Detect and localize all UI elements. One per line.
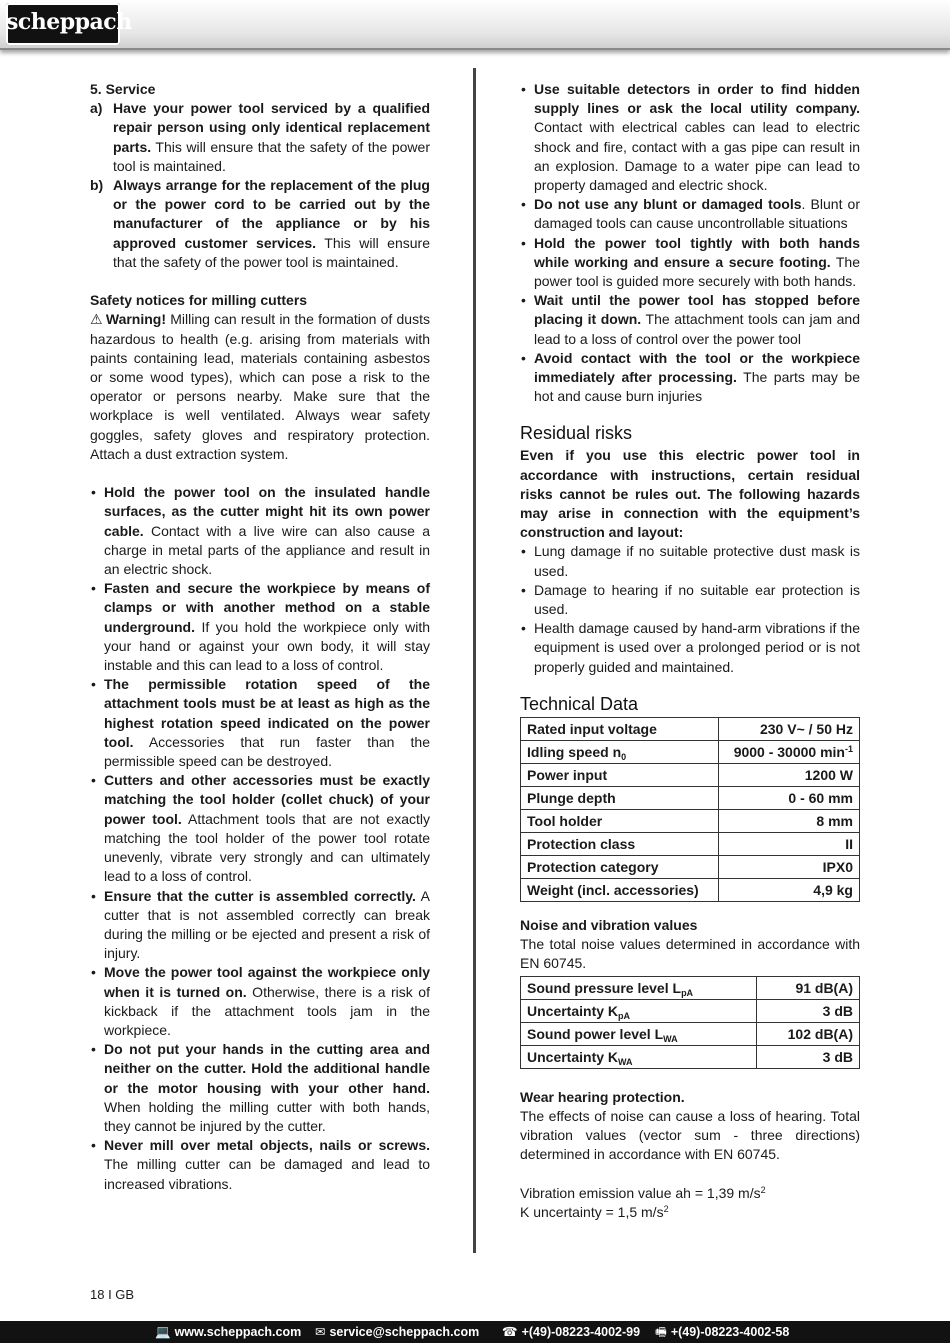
safety-bullet: [520, 291, 860, 349]
spec-value-cell: [718, 717, 860, 740]
safety-bullet: [520, 195, 860, 233]
safety-bullet: [90, 963, 430, 1040]
technical-data-heading: Technical Data: [520, 693, 639, 714]
safety-bullet: [520, 349, 860, 407]
milling-safety-list: [90, 483, 430, 1194]
footer-website[interactable]: [155, 1321, 301, 1343]
technical-data-row: [521, 763, 860, 786]
bullet-icon: •: [91, 887, 96, 904]
safety-bullet: [520, 234, 860, 292]
spec-label-cell: [521, 878, 719, 901]
vibration-emission-text: Vibration emission value ah = 1,39 m/s: [520, 1184, 761, 1201]
column-divider: [473, 68, 476, 1253]
safety-bullet-bold: Wait until the power tool has stopped before placing it down.: [534, 292, 860, 328]
safety-bullet-bold: Use suitable detectors in order to find hidden supply lines or ask the local utility company.: [534, 81, 860, 117]
spec-label: Sound pressure level L: [527, 979, 682, 996]
phone-icon: ☎: [502, 1325, 518, 1339]
safety-bullet-bold: Avoid contact with the tool or the workpiece immediately after processing.: [534, 349, 860, 386]
safety-bullet-bold: Fasten and secure the workpiece by means of clamps or with another method on a stable underground.: [104, 580, 430, 635]
bullet-icon: •: [91, 676, 96, 693]
safety-bullet: [90, 483, 430, 579]
safety-bullet-bold: The permissible rotation speed of the attachment tools must be at least as high as the highest rotation speed indicated on the power tool.: [104, 676, 430, 750]
k-uncertainty-line: [520, 1203, 860, 1222]
safety-bullet-text: Otherwise, there is a risk of kickback if the attachment tools jam in the workpiece.: [104, 983, 430, 1038]
bullet-icon: •: [521, 292, 526, 309]
service-item-bold: Have your power tool serviced by a qualified repair person using only identical replacement parts.: [113, 100, 430, 155]
bullet-icon: •: [521, 196, 526, 213]
spec-label: Protection class: [527, 835, 636, 852]
warning-label: Warning!: [105, 311, 167, 328]
safety-bullet-text: Accessories that run faster than the permissible speed can be destroyed.: [104, 733, 430, 770]
footer-fax: [655, 1321, 789, 1343]
spec-value: 9000 - 30000 min: [733, 743, 845, 760]
computer-icon: 💻: [155, 1325, 171, 1339]
service-item-text: This will ensure that the safety of the power tool is maintained.: [113, 234, 430, 270]
safety-bullet-text: If you hold the workpiece only with your hand or against your own body, it will stay instable and this can lead to a loss of control.: [104, 618, 430, 674]
safety-bullet: [90, 675, 430, 771]
technical-data-row: [521, 878, 860, 901]
brand-logo: [6, 3, 132, 45]
spec-label: Rated input voltage: [527, 720, 657, 737]
residual-risk-item: [520, 581, 860, 619]
service-item-bold: Always arrange for the replacement of the plug or the power cord to be carried out by the manufacturer of the appliance or by his approved customer services.: [113, 177, 430, 251]
spec-label-cell: [521, 999, 757, 1022]
noise-values-table: [520, 976, 860, 1069]
spec-value: 230 V~ / 50 Hz: [759, 720, 853, 737]
spec-value: 1200 W: [804, 766, 853, 783]
spec-label-sub: 0: [621, 751, 627, 762]
vibration-emission-sup: 2: [760, 1184, 766, 1195]
spec-value-cell: [718, 740, 860, 763]
noise-value-row: [521, 976, 860, 999]
k-uncertainty-sup: 2: [663, 1203, 669, 1214]
safety-bullet-bold: Ensure that the cutter is assembled correctly.: [104, 887, 416, 904]
safety-bullet: [520, 80, 860, 195]
safety-bullet-text: Attachment tools that are not exactly matching the tool holder of the power tool rotate unevenly, vibrate very strongly and can ultimately lead to a loss of control.: [104, 810, 430, 885]
spec-label: Uncertainty K: [527, 1048, 619, 1065]
milling-heading: Safety notices for milling cutters: [90, 292, 308, 309]
spec-label: Protection category: [527, 858, 659, 875]
right-column: [520, 80, 860, 1222]
technical-data-row: [521, 832, 860, 855]
spec-value-cell: [718, 878, 860, 901]
spec-value-cell: [756, 976, 859, 999]
bullet-icon: •: [91, 1137, 96, 1154]
spec-value: II: [845, 835, 853, 852]
k-uncertainty-text: K uncertainty = 1,5 m/s: [520, 1203, 664, 1220]
spec-label: Sound power level L: [527, 1025, 664, 1042]
technical-data-row: [521, 855, 860, 878]
safety-bullet-text: The milling cutter can be damaged and lead to increased vibrations.: [104, 1156, 430, 1192]
safety-bullet-text: Contact with electrical cables can lead to electric shock and fire, contact with a gas pipe can result in an explosion. Damage to a water pipe can lead to property damaged and electric shock.: [534, 119, 860, 194]
warning-triangle-icon: ⚠: [90, 311, 103, 328]
spec-label-cell: [521, 976, 757, 999]
safety-bullet-text: When holding the milling cutter with both hands, they cannot be injured by the cutter.: [104, 1098, 430, 1134]
safety-list-continued: [520, 80, 860, 406]
noise-value-row: [521, 1045, 860, 1068]
technical-data-row: [521, 717, 860, 740]
spec-label-cell: [521, 832, 719, 855]
service-item: [90, 99, 430, 176]
spec-label-sub: pA: [681, 987, 694, 998]
spec-label-cell: [521, 855, 719, 878]
footer-phone-text: +(49)-08223-4002-99: [521, 1325, 641, 1339]
bullet-icon: •: [91, 1041, 96, 1058]
spec-value-cell: [718, 763, 860, 786]
noise-value-row: [521, 1022, 860, 1045]
bullet-icon: •: [521, 581, 526, 598]
spec-label-sub: WA: [663, 1033, 678, 1044]
service-list: [90, 99, 430, 272]
spec-label-cell: [521, 740, 719, 763]
service-heading: 5. Service: [90, 81, 156, 97]
spec-label: Tool holder: [527, 812, 603, 829]
technical-data-row: [521, 809, 860, 832]
bullet-icon: •: [91, 580, 96, 597]
left-column: [90, 80, 430, 1194]
safety-bullet-bold: Cutters and other accessories must be exactly matching the tool holder (collet chuck) of your power tool.: [104, 772, 430, 827]
spec-label-cell: [521, 1045, 757, 1068]
safety-bullet-bold: Hold the power tool on the insulated handle surfaces, as the cutter might hit its own power cable.: [104, 484, 430, 539]
mail-icon: ✉: [315, 1325, 326, 1339]
footer-fax-text: +(49)-08223-4002-58: [670, 1325, 790, 1339]
fax-icon: 🖷: [655, 1325, 667, 1339]
safety-bullet-text: . Blunt or damaged tools can cause uncontrollable situations: [534, 196, 861, 232]
safety-bullet-bold: Hold the power tool tightly with both hands while working and ensure a secure footing.: [534, 234, 860, 270]
bullet-icon: •: [521, 234, 526, 251]
spec-value-cell: [718, 809, 860, 832]
footer-email[interactable]: [315, 1321, 479, 1343]
bullet-icon: •: [91, 484, 96, 501]
spec-label: Idling speed n: [527, 743, 622, 760]
spec-value: 3 dB: [822, 1048, 853, 1065]
spec-label: Power input: [527, 766, 608, 783]
safety-bullet-text: The parts may be hot and cause burn injuries: [534, 369, 860, 405]
technical-data-row: [521, 740, 860, 763]
bullet-icon: •: [521, 349, 526, 366]
safety-bullet: [90, 579, 430, 675]
safety-bullet-bold: Move the power tool against the workpiece only when it is turned on.: [104, 964, 430, 1000]
hearing-text: The effects of noise can cause a loss of hearing. Total vibration values (vector sum - three directions) determined in accordance with EN 60745.: [520, 1107, 860, 1163]
residual-risks-list: [520, 542, 860, 676]
bullet-icon: •: [91, 964, 96, 981]
hearing-heading: Wear hearing protection.: [520, 1088, 685, 1105]
header-bar: [0, 0, 950, 50]
spec-label-sub: WA: [618, 1056, 633, 1067]
footer-website-text: www.scheppach.com: [174, 1325, 302, 1339]
service-item-marker: b): [90, 177, 104, 194]
residual-risk-item: [520, 619, 860, 677]
safety-bullet: [90, 771, 430, 886]
safety-bullet-bold: Do not use any blunt or damaged tools: [534, 196, 802, 213]
safety-bullet-bold: Do not put your hands in the cutting area and neither on the cutter. Hold the additional handle or the motor housing with your other hand.: [104, 1041, 430, 1096]
spec-label-cell: [521, 786, 719, 809]
spec-label: Plunge depth: [527, 789, 616, 806]
noise-value-row: [521, 999, 860, 1022]
residual-risk-item: [520, 542, 860, 580]
spec-label: Uncertainty K: [527, 1002, 619, 1019]
spec-value-cell: [718, 832, 860, 855]
safety-bullet-text: The power tool is guided more securely with both hands.: [534, 253, 860, 290]
safety-bullet-text: A cutter that is not assembled correctly can break during the milling or be ejected and present a risk of injury.: [104, 887, 430, 962]
spec-label-cell: [521, 717, 719, 740]
vibration-emission-line: [520, 1184, 860, 1203]
residual-risks-heading: Residual risks: [520, 423, 633, 444]
spec-value-cell: [718, 855, 860, 878]
spec-value: 91 dB(A): [795, 979, 853, 996]
spec-value: IPX0: [822, 858, 853, 875]
warning-text: Milling can result in the formation of dusts hazardous to health (e.g. arising from materials with paints containing lead, materials containing asbestos or some wood types), which can pose a risk to the operator or persons nearby. Make sure that the workplace is well ventilated. Always wear safety goggles, safety gloves and respiratory protection. Attach a dust extraction system.: [90, 311, 430, 462]
spec-value: 3 dB: [822, 1002, 853, 1019]
spec-value-cell: [756, 1022, 859, 1045]
spec-value-cell: [756, 999, 859, 1022]
footer-bar: [0, 1321, 950, 1343]
spec-value-cell: [718, 786, 860, 809]
safety-bullet-text: Contact with a live wire can also cause a charge in metal parts of the appliance and result in an electric shock.: [104, 522, 430, 578]
footer-email-text: service@scheppach.com: [329, 1325, 480, 1339]
spec-value-sup: -1: [844, 743, 853, 754]
bullet-icon: •: [521, 543, 526, 560]
residual-intro: Even if you use this electric power tool in accordance with instructions, certain residual risks cannot be rules out. The following hazards may arise in connection with the equipment’s construction and layout:: [520, 447, 860, 541]
logo-text: scheppach: [6, 9, 132, 35]
spec-value-cell: [756, 1045, 859, 1068]
safety-bullet: [90, 1136, 430, 1194]
noise-intro: The total noise values determined in accordance with EN 60745.: [520, 936, 860, 972]
bullet-icon: •: [91, 772, 96, 789]
spec-value: 8 mm: [816, 812, 853, 829]
footer-phone: [502, 1321, 640, 1343]
technical-data-row: [521, 786, 860, 809]
residual-risk-text: Lung damage if no suitable protective dust mask is used.: [534, 543, 860, 579]
spec-value: 102 dB(A): [787, 1025, 853, 1042]
residual-risk-text: Health damage caused by hand-arm vibrations if the equipment is used over a prolonged period or is not properly guided and maintained.: [534, 620, 860, 675]
spec-label: Weight (incl. accessories): [527, 881, 699, 898]
warning-paragraph: [90, 310, 430, 464]
technical-data-table: [520, 717, 860, 902]
residual-risk-text: Damage to hearing if no suitable ear protection is used.: [534, 581, 860, 618]
service-item-marker: a): [90, 100, 103, 117]
noise-heading: Noise and vibration values: [520, 916, 698, 933]
safety-bullet: [90, 887, 430, 964]
safety-bullet-bold: Never mill over metal objects, nails or screws.: [104, 1137, 430, 1154]
bullet-icon: •: [521, 81, 526, 97]
spec-label-cell: [521, 1022, 757, 1045]
service-item: [90, 176, 430, 272]
safety-bullet: [90, 1040, 430, 1136]
service-item-text: This will ensure that the safety of the power tool is maintained.: [113, 138, 430, 174]
spec-label-sub: pA: [618, 1010, 631, 1021]
spec-label-cell: [521, 763, 719, 786]
spec-value: 0 - 60 mm: [788, 789, 853, 806]
spec-label-cell: [521, 809, 719, 832]
bullet-icon: •: [521, 620, 526, 637]
safety-bullet-text: The attachment tools can jam and lead to a loss of control over the power tool: [534, 311, 860, 347]
spec-value: 4,9 kg: [813, 881, 853, 898]
page-number: 18 I GB: [90, 1287, 135, 1302]
